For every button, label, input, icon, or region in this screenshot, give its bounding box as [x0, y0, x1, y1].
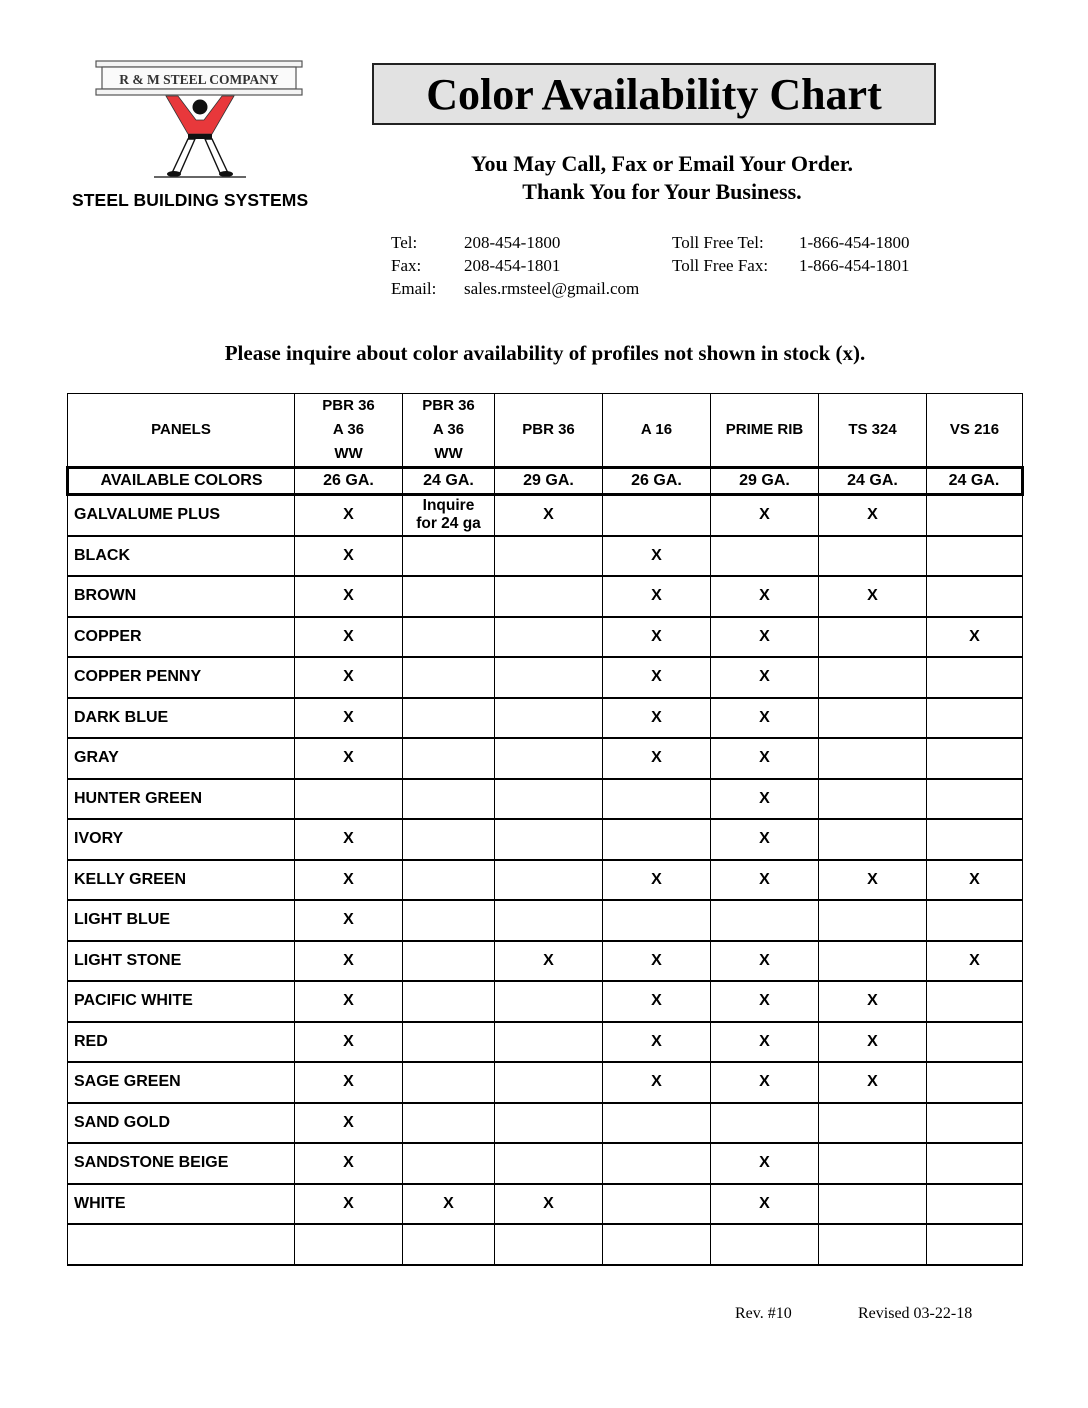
- empty-cell: [495, 536, 603, 577]
- empty-cell: [927, 657, 1023, 698]
- empty-cell: [927, 495, 1023, 536]
- color-name: IVORY: [68, 819, 295, 860]
- color-name: BROWN: [68, 576, 295, 617]
- availability-mark: X: [819, 860, 927, 901]
- availability-mark: X: [295, 900, 403, 941]
- logo-tagline: STEEL BUILDING SYSTEMS: [72, 190, 309, 210]
- availability-mark: X: [711, 941, 819, 982]
- subtitle-line-2: Thank You for Your Business.: [522, 179, 802, 204]
- empty-cell: [495, 1143, 603, 1184]
- table-row: [68, 1103, 1023, 1144]
- empty-cell: [927, 1224, 1023, 1265]
- availability-mark: X: [295, 1184, 403, 1225]
- empty-cell: [927, 1184, 1023, 1225]
- availability-mark: X: [295, 657, 403, 698]
- gauge-cell: 24 GA.: [927, 468, 1023, 495]
- empty-cell: [927, 1062, 1023, 1103]
- subtitle: [372, 150, 952, 206]
- empty-cell: [495, 1022, 603, 1063]
- revision-number: Rev. #10: [735, 1305, 792, 1322]
- company-logo: [70, 58, 340, 218]
- gauge-cell: 26 GA.: [295, 468, 403, 495]
- empty-cell: [495, 1062, 603, 1103]
- color-name: WHITE: [68, 1184, 295, 1225]
- availability-mark: X: [603, 536, 711, 577]
- tel-value[interactable]: 208-454-1800: [464, 233, 561, 252]
- color-name: SAND GOLD: [68, 1103, 295, 1144]
- availability-mark: X: [711, 779, 819, 820]
- panel-column-header: [819, 394, 927, 468]
- availability-mark: X: [927, 617, 1023, 658]
- panel-header-line1: PBR 36: [422, 397, 475, 414]
- empty-cell: [603, 495, 711, 536]
- empty-cell: [819, 1103, 927, 1144]
- empty-cell: [403, 617, 495, 658]
- color-name: [68, 1224, 295, 1265]
- availability-mark: X: [711, 495, 819, 536]
- color-name: RED: [68, 1022, 295, 1063]
- empty-cell: [403, 1022, 495, 1063]
- empty-cell: [495, 860, 603, 901]
- empty-cell: [403, 1143, 495, 1184]
- empty-cell: [927, 1143, 1023, 1184]
- email-label: Email:: [391, 279, 437, 298]
- subtitle-line-1: You May Call, Fax or Email Your Order.: [471, 151, 853, 176]
- availability-mark: X: [603, 860, 711, 901]
- empty-cell: [495, 900, 603, 941]
- color-name: GALVALUME PLUS: [68, 495, 295, 536]
- empty-cell: [403, 900, 495, 941]
- table-row: [68, 617, 1023, 658]
- availability-notice: Please inquire about color availability of profiles not shown in stock (x).: [224, 341, 866, 365]
- availability-mark: X: [711, 617, 819, 658]
- empty-cell: [403, 1103, 495, 1144]
- panel-column-header: [927, 394, 1023, 468]
- gauge-cell: 24 GA.: [819, 468, 927, 495]
- table-row: [68, 576, 1023, 617]
- table-row: [68, 1022, 1023, 1063]
- empty-cell: [819, 1143, 927, 1184]
- panel-header-line1: VS 216: [949, 421, 1000, 438]
- empty-cell: [403, 738, 495, 779]
- availability-mark: X: [711, 1143, 819, 1184]
- availability-mark: X: [295, 941, 403, 982]
- color-name: COPPER PENNY: [68, 657, 295, 698]
- availability-mark: X: [295, 495, 403, 536]
- fax-label: Fax:: [391, 256, 422, 275]
- availability-mark: X: [603, 1022, 711, 1063]
- availability-mark: X: [819, 1062, 927, 1103]
- color-name: LIGHT STONE: [68, 941, 295, 982]
- table-row: [68, 1184, 1023, 1225]
- empty-cell: [819, 819, 927, 860]
- revised-date: Revised 03-22-18: [858, 1305, 973, 1322]
- page-title: Color Availability Chart: [426, 70, 882, 119]
- availability-mark: X: [711, 657, 819, 698]
- availability-mark: X: [295, 698, 403, 739]
- panel-header-line2: A 36: [432, 421, 465, 438]
- table-row: [68, 941, 1023, 982]
- availability-note: Inquire for 24 ga: [403, 495, 495, 536]
- gauge-cell: 26 GA.: [603, 468, 711, 495]
- empty-cell: [295, 779, 403, 820]
- panel-header-line3: WW: [334, 445, 363, 462]
- empty-cell: [495, 657, 603, 698]
- empty-cell: [403, 779, 495, 820]
- availability-mark: X: [603, 738, 711, 779]
- empty-cell: [927, 536, 1023, 577]
- table-row: [68, 1143, 1023, 1184]
- panels-header: PANELS: [68, 394, 295, 468]
- availability-mark: X: [603, 657, 711, 698]
- panel-header-line1: TS 324: [848, 421, 897, 438]
- color-name: HUNTER GREEN: [68, 779, 295, 820]
- table-row: [68, 860, 1023, 901]
- table-row: [68, 900, 1023, 941]
- color-name: SAGE GREEN: [68, 1062, 295, 1103]
- availability-mark: X: [927, 941, 1023, 982]
- empty-cell: [495, 1224, 603, 1265]
- empty-cell: [711, 1103, 819, 1144]
- color-name: COPPER: [68, 617, 295, 658]
- availability-mark: X: [711, 981, 819, 1022]
- availability-mark: X: [295, 536, 403, 577]
- empty-cell: [927, 698, 1023, 739]
- tollfree-tel-label: Toll Free Tel:: [672, 233, 764, 252]
- table-row: [68, 536, 1023, 577]
- availability-mark: X: [711, 1184, 819, 1225]
- empty-cell: [495, 738, 603, 779]
- empty-cell: [403, 536, 495, 577]
- empty-cell: [403, 1224, 495, 1265]
- empty-cell: [495, 779, 603, 820]
- empty-cell: [403, 941, 495, 982]
- availability-mark: X: [295, 576, 403, 617]
- empty-cell: [495, 819, 603, 860]
- empty-cell: [927, 900, 1023, 941]
- empty-cell: [819, 1184, 927, 1225]
- color-name: DARK BLUE: [68, 698, 295, 739]
- gauge-header-row: [68, 468, 1023, 495]
- panel-column-header: [295, 394, 403, 468]
- steel-man-logo-icon: [94, 58, 304, 183]
- empty-cell: [819, 900, 927, 941]
- availability-mark: X: [295, 1062, 403, 1103]
- email-link[interactable]: sales.rmsteel@gmail.com: [464, 279, 640, 298]
- empty-cell: [603, 900, 711, 941]
- availability-mark: X: [603, 576, 711, 617]
- empty-cell: [819, 698, 927, 739]
- availability-mark: X: [711, 819, 819, 860]
- empty-cell: [603, 1103, 711, 1144]
- availability-mark: X: [819, 981, 927, 1022]
- panel-header-line3: WW: [434, 445, 463, 462]
- table-row: [68, 1224, 1023, 1265]
- availability-mark: X: [603, 1062, 711, 1103]
- availability-mark: X: [819, 495, 927, 536]
- empty-cell: [603, 819, 711, 860]
- empty-cell: [403, 860, 495, 901]
- table-row: [68, 981, 1023, 1022]
- availability-mark: X: [495, 495, 603, 536]
- empty-cell: [603, 779, 711, 820]
- color-name: BLACK: [68, 536, 295, 577]
- empty-cell: [403, 576, 495, 617]
- panels-header-row: [68, 394, 1023, 468]
- empty-cell: [403, 819, 495, 860]
- empty-cell: [403, 981, 495, 1022]
- panel-header-line1: A 16: [640, 421, 673, 438]
- empty-cell: [495, 698, 603, 739]
- empty-cell: [495, 981, 603, 1022]
- empty-cell: [927, 1022, 1023, 1063]
- panel-column-header: [403, 394, 495, 468]
- gauge-cell: 29 GA.: [495, 468, 603, 495]
- panel-column-header: [711, 394, 819, 468]
- color-name: GRAY: [68, 738, 295, 779]
- empty-cell: [295, 1224, 403, 1265]
- empty-cell: [403, 1062, 495, 1103]
- empty-cell: [711, 1224, 819, 1265]
- empty-cell: [495, 617, 603, 658]
- availability-mark: X: [711, 698, 819, 739]
- availability-mark: X: [711, 576, 819, 617]
- availability-mark: X: [927, 860, 1023, 901]
- availability-mark: X: [295, 1103, 403, 1144]
- empty-cell: [927, 576, 1023, 617]
- empty-cell: [711, 900, 819, 941]
- table-row: [68, 738, 1023, 779]
- empty-cell: [927, 1103, 1023, 1144]
- color-name: PACIFIC WHITE: [68, 981, 295, 1022]
- tollfree-fax-value[interactable]: 1-866-454-1801: [799, 256, 910, 275]
- empty-cell: [603, 1224, 711, 1265]
- availability-mark: X: [819, 576, 927, 617]
- table-row: [68, 1062, 1023, 1103]
- table-row: [68, 657, 1023, 698]
- available-colors-header: AVAILABLE COLORS: [68, 468, 295, 495]
- empty-cell: [403, 698, 495, 739]
- panel-header-line1: PRIME RIB: [725, 421, 804, 438]
- availability-mark: X: [295, 738, 403, 779]
- gauge-cell: 29 GA.: [711, 468, 819, 495]
- empty-cell: [495, 576, 603, 617]
- availability-mark: X: [711, 1062, 819, 1103]
- fax-value[interactable]: 208-454-1801: [464, 256, 561, 275]
- empty-cell: [927, 779, 1023, 820]
- availability-mark: X: [711, 860, 819, 901]
- availability-mark: X: [603, 981, 711, 1022]
- empty-cell: [603, 1184, 711, 1225]
- empty-cell: [927, 738, 1023, 779]
- availability-mark: X: [603, 617, 711, 658]
- tollfree-fax-label: Toll Free Fax:: [672, 256, 769, 275]
- empty-cell: [927, 819, 1023, 860]
- tel-label: Tel:: [391, 233, 418, 252]
- table-row: [68, 495, 1023, 536]
- color-name: KELLY GREEN: [68, 860, 295, 901]
- empty-cell: [819, 617, 927, 658]
- tollfree-tel-value[interactable]: 1-866-454-1800: [799, 233, 910, 252]
- table-row: [68, 698, 1023, 739]
- empty-cell: [819, 738, 927, 779]
- empty-cell: [819, 941, 927, 982]
- availability-mark: X: [711, 738, 819, 779]
- availability-mark: X: [603, 698, 711, 739]
- panel-header-line2: A 36: [332, 421, 365, 438]
- availability-mark: X: [495, 941, 603, 982]
- availability-mark: X: [295, 860, 403, 901]
- table-row: [68, 779, 1023, 820]
- empty-cell: [603, 1143, 711, 1184]
- empty-cell: [819, 1224, 927, 1265]
- panel-column-header: [495, 394, 603, 468]
- availability-mark: X: [295, 981, 403, 1022]
- logo-company-name: R & M STEEL COMPANY: [119, 72, 279, 87]
- empty-cell: [495, 1103, 603, 1144]
- empty-cell: [927, 981, 1023, 1022]
- availability-mark: X: [295, 819, 403, 860]
- gauge-cell: 24 GA.: [403, 468, 495, 495]
- availability-mark: X: [295, 1022, 403, 1063]
- availability-mark: X: [295, 1143, 403, 1184]
- panel-column-header: [603, 394, 711, 468]
- empty-cell: [819, 657, 927, 698]
- availability-mark: X: [819, 1022, 927, 1063]
- table-row: [68, 819, 1023, 860]
- availability-mark: X: [711, 1022, 819, 1063]
- empty-cell: [403, 657, 495, 698]
- panel-header-line1: PBR 36: [522, 421, 575, 438]
- empty-cell: [819, 779, 927, 820]
- panel-header-line1: PBR 36: [322, 397, 375, 414]
- availability-mark: X: [495, 1184, 603, 1225]
- availability-mark: X: [603, 941, 711, 982]
- color-availability-table: [66, 393, 1024, 1266]
- empty-cell: [711, 536, 819, 577]
- title-box: [372, 63, 936, 125]
- availability-mark: X: [295, 617, 403, 658]
- color-name: LIGHT BLUE: [68, 900, 295, 941]
- availability-mark: X: [403, 1184, 495, 1225]
- color-name: SANDSTONE BEIGE: [68, 1143, 295, 1184]
- empty-cell: [819, 536, 927, 577]
